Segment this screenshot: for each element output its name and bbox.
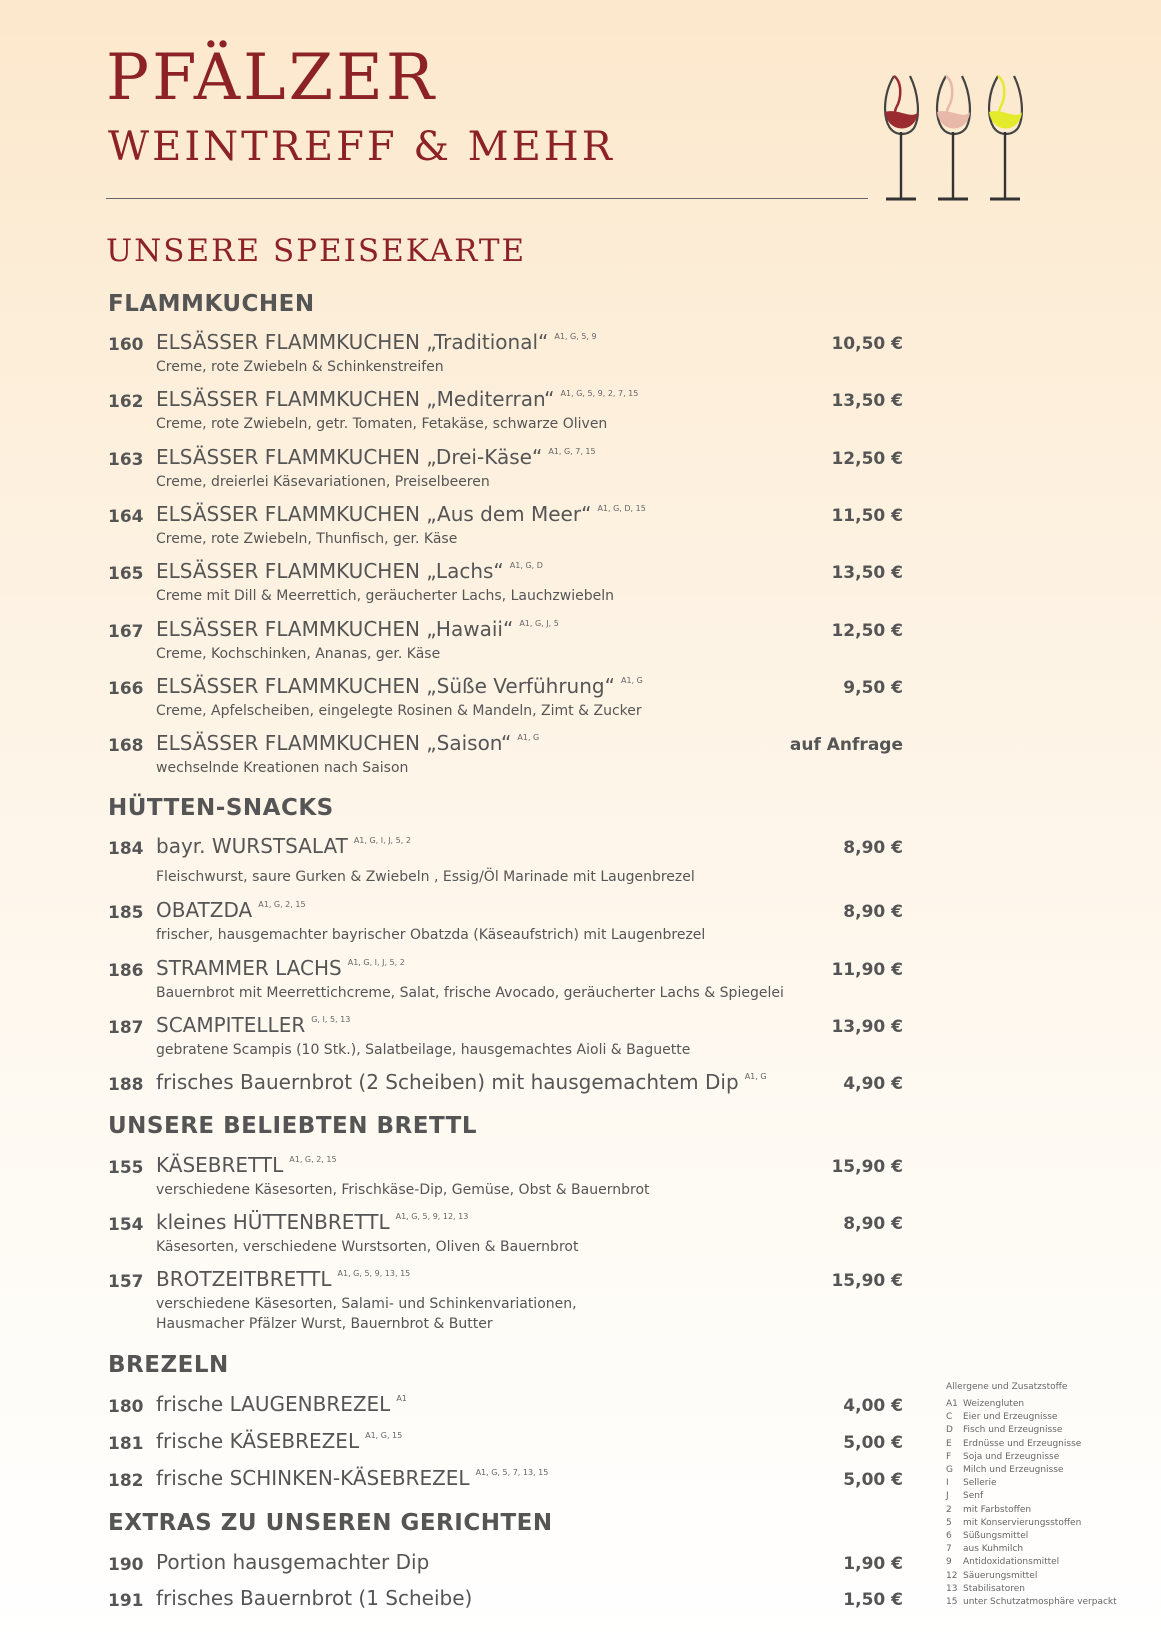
section-heading: BREZELN	[108, 1352, 229, 1378]
allergen-legend-item: A1 Weizengluten	[946, 1399, 1025, 1409]
menu-item	[108, 1266, 903, 1334]
item-description: wechselnde Kreationen nach Saison	[156, 760, 409, 776]
brand-subtitle: WEINTREFF & MEHR	[108, 124, 615, 170]
item-name: ELSÄSSER FLAMMKUCHEN „Saison“ $^{A1, G}$	[156, 731, 540, 755]
item-number: 190	[108, 1555, 144, 1575]
menu-item	[108, 955, 903, 1003]
item-price: 15,90 €	[831, 1271, 903, 1291]
section-heading: EXTRAS ZU UNSEREN GERICHTEN	[108, 1510, 553, 1536]
item-name: STRAMMER LACHS $^{A1, G, I, J, 5, 2}$	[156, 956, 405, 980]
item-description: Creme mit Dill & Meerrettich, geräucherter Lachs, Lauchzwiebeln	[156, 588, 614, 604]
item-price: 8,90 €	[843, 902, 903, 922]
menu-item	[108, 1465, 903, 1493]
item-price: 12,50 €	[831, 449, 903, 469]
menu-item	[108, 1428, 903, 1456]
item-name: Portion hausgemachter Dip	[156, 1550, 430, 1574]
item-price: 4,90 €	[843, 1074, 903, 1094]
allergen-legend-item: 2 mit Farbstoffen	[946, 1504, 1032, 1515]
menu-item	[108, 673, 903, 721]
brand-title: PFÄLZER	[106, 41, 437, 115]
item-number: 182	[108, 1471, 144, 1491]
item-number: 188	[108, 1075, 144, 1095]
menu-item	[108, 444, 903, 492]
item-allergens: A1, G	[620, 676, 643, 685]
item-allergens: A1, G, I, J, 5, 2	[347, 958, 405, 967]
item-allergens: A1, G, 7, 15	[548, 447, 596, 456]
item-number: 162	[108, 392, 144, 412]
item-number: 181	[108, 1434, 144, 1454]
wine-glasses-icon	[880, 68, 1040, 208]
item-number: 180	[108, 1397, 144, 1417]
allergen-legend-item: 12 Säuerungsmittel	[946, 1570, 1038, 1581]
item-price: 4,00 €	[843, 1396, 903, 1416]
item-allergens: A1, G, I, J, 5, 2	[353, 836, 411, 845]
item-name: frisches Bauernbrot (1 Scheibe)	[156, 1586, 473, 1610]
white-wine-glass-icon	[989, 76, 1022, 199]
item-allergens: G, I, 5, 13	[311, 1015, 351, 1024]
item-description: Fleischwurst, saure Gurken & Zwiebeln , Essig/Öl Marinade mit Laugenbrezel	[156, 869, 695, 885]
allergen-legend-item: 7 aus Kuhmilch	[946, 1544, 1024, 1555]
item-number: 184	[108, 839, 144, 859]
item-name: frisches Bauernbrot (2 Scheiben) mit hausgemachtem Dip $^{A1, G}$	[156, 1070, 767, 1094]
item-description: frischer, hausgemachter bayrischer Obatzda (Käseaufstrich) mit Laugenbrezel	[156, 927, 706, 943]
item-description: Creme, rote Zwiebeln & Schinkenstreifen	[156, 359, 444, 375]
item-allergens: A1, G, 5, 9, 12, 13	[395, 1212, 469, 1221]
section-heading: HÜTTEN-SNACKS	[108, 795, 334, 821]
item-number: 164	[108, 507, 144, 527]
menu-item	[108, 501, 903, 549]
item-price: 8,90 €	[843, 1214, 903, 1234]
item-price: 8,90 €	[843, 838, 903, 858]
item-description: Creme, rote Zwiebeln, Thunfisch, ger. Käse	[156, 531, 458, 547]
menu-item	[108, 329, 903, 377]
item-allergens: A1, G, 15	[365, 1431, 403, 1440]
item-name: ELSÄSSER FLAMMKUCHEN „Süße Verführung“ $^{A1, G}$	[156, 674, 643, 698]
allergen-legend-item: 5 mit Konservierungsstoffen	[946, 1517, 1082, 1528]
item-price: 5,00 €	[843, 1470, 903, 1490]
item-allergens: A1, G, J, 5	[519, 619, 559, 628]
item-number: 191	[108, 1591, 144, 1611]
menu-item	[108, 1069, 903, 1097]
item-name: ELSÄSSER FLAMMKUCHEN „Lachs“ $^{A1, G, D}$	[156, 559, 543, 583]
item-number: 154	[108, 1215, 144, 1235]
item-number: 168	[108, 736, 144, 756]
item-description: Creme, Apfelscheiben, eingelegte Rosinen & Mandeln, Zimt & Zucker	[156, 703, 642, 719]
allergen-legend-item: J Senf	[946, 1491, 984, 1502]
section-heading: FLAMMKUCHEN	[108, 291, 315, 317]
menu-item	[108, 1391, 903, 1419]
item-price: 13,50 €	[831, 391, 903, 411]
item-number: 160	[108, 335, 144, 355]
allergen-legend-item: E Erdnüsse und Erzeugnisse	[946, 1438, 1082, 1449]
item-name: ELSÄSSER FLAMMKUCHEN „Drei-Käse“ $^{A1, G, 7, 15}$	[156, 445, 596, 469]
item-price: 9,50 €	[843, 678, 903, 698]
menu-item	[108, 1152, 903, 1200]
item-number: 163	[108, 450, 144, 470]
item-allergens: A1, G, 5, 9, 2, 7, 15	[560, 389, 639, 398]
allergen-legend-item: 9 Antidoxidationsmittel	[946, 1557, 1060, 1568]
allergen-legend-item: C Eier und Erzeugnisse	[946, 1412, 1058, 1423]
item-number: 167	[108, 622, 144, 642]
item-price: 15,90 €	[831, 1157, 903, 1177]
item-number: 186	[108, 961, 144, 981]
item-name: BROTZEITBRETTL $^{A1, G, 5, 9, 13, 15}$	[156, 1267, 411, 1291]
item-price: 1,50 €	[843, 1590, 903, 1610]
item-description: Bauernbrot mit Meerrettichcreme, Salat, frische Avocado, geräucherter Lachs & Spiegelei	[156, 985, 784, 1001]
menu-item	[108, 616, 903, 664]
item-number: 155	[108, 1158, 144, 1178]
allergen-legend-item: F Soja und Erzeugnisse	[946, 1451, 1060, 1462]
item-allergens: A1, G, 5, 9	[554, 332, 597, 341]
item-description: verschiedene Käsesorten, Frischkäse-Dip, Gemüse, Obst & Bauernbrot	[156, 1182, 650, 1198]
section-heading: UNSERE BELIEBTEN BRETTL	[108, 1113, 477, 1139]
item-name: KÄSEBRETTL $^{A1, G, 2, 15}$	[156, 1153, 337, 1177]
item-number: 185	[108, 903, 144, 923]
menu-item	[108, 833, 903, 887]
allergen-legend-item: 6 Süßungsmittel	[946, 1531, 1029, 1542]
item-allergens: A1, G, 5, 9, 13, 15	[337, 1269, 411, 1278]
item-number: 157	[108, 1272, 144, 1292]
item-name: frische KÄSEBREZEL $^{A1, G, 15}$	[156, 1429, 403, 1453]
item-description: verschiedene Käsesorten, Salami- und Schinkenvariationen,	[156, 1296, 577, 1312]
item-name: bayr. WURSTSALAT $^{A1, G, I, J, 5, 2}$	[156, 834, 411, 858]
item-name: frische SCHINKEN-KÄSEBREZEL $^{A1, G, 5, 7, 13, 15}$	[156, 1466, 549, 1490]
item-name: ELSÄSSER FLAMMKUCHEN „Hawaii“ $^{A1, G, J, 5}$	[156, 617, 559, 641]
item-price: 5,00 €	[843, 1433, 903, 1453]
item-number: 166	[108, 679, 144, 699]
item-name: OBATZDA $^{A1, G, 2, 15}$	[156, 898, 306, 922]
item-allergens: A1, G, 2, 15	[289, 1155, 337, 1164]
header-divider	[106, 198, 868, 199]
allergen-legend-item: G Milch und Erzeugnisse	[946, 1465, 1064, 1476]
menu-item	[108, 1549, 903, 1577]
item-price: 12,50 €	[831, 621, 903, 641]
item-price: 13,90 €	[831, 1017, 903, 1037]
red-wine-glass-icon	[885, 76, 918, 199]
item-price: auf Anfrage	[789, 735, 903, 755]
item-allergens: A1, G, D	[509, 561, 543, 570]
menu-item	[108, 1585, 903, 1613]
item-allergens: A1, G	[744, 1072, 767, 1081]
item-allergens: A1, G, D, 15	[597, 504, 646, 513]
menu-title: UNSERE SPEISEKARTE	[106, 233, 527, 269]
item-name: ELSÄSSER FLAMMKUCHEN „Mediterran“ $^{A1, G, 5, 9, 2, 7, 15}$	[156, 387, 639, 411]
menu-item	[108, 1209, 903, 1257]
item-number: 165	[108, 564, 144, 584]
item-name: ELSÄSSER FLAMMKUCHEN „Traditional“ $^{A1, G, 5, 9}$	[156, 330, 597, 354]
item-allergens: A1, G, 2, 15	[258, 900, 306, 909]
item-number: 187	[108, 1018, 144, 1038]
rose-wine-glass-icon	[937, 76, 970, 199]
item-name: ELSÄSSER FLAMMKUCHEN „Aus dem Meer“ $^{A1, G, D, 15}$	[156, 502, 646, 526]
allergen-legend-item: 15 unter Schutzatmosphäre verpackt	[946, 1597, 1117, 1608]
item-description: Käsesorten, verschiedene Wurstsorten, Oliven & Bauernbrot	[156, 1239, 579, 1255]
item-name: SCAMPITELLER $^{G, I, 5, 13}$	[156, 1013, 351, 1037]
allergen-legend	[946, 1382, 1146, 1609]
item-name: frische LAUGENBREZEL $^{A1}$	[156, 1392, 407, 1416]
item-price: 11,50 €	[831, 506, 903, 526]
item-description: Hausmacher Pfälzer Wurst, Bauernbrot & Butter	[156, 1316, 493, 1332]
item-description: gebratene Scampis (10 Stk.), Salatbeilage, hausgemachtes Aioli & Baguette	[156, 1042, 691, 1058]
allergen-legend-title: Allergene und Zusatzstoffe	[946, 1382, 1068, 1392]
item-name: kleines HÜTTENBRETTL $^{A1, G, 5, 9, 12, 13}$	[156, 1210, 469, 1234]
item-allergens: A1, G, 5, 7, 13, 15	[475, 1468, 549, 1477]
item-price: 10,50 €	[831, 334, 903, 354]
item-description: Creme, Kochschinken, Ananas, ger. Käse	[156, 646, 441, 662]
item-description: Creme, dreierlei Käsevariationen, Preiselbeeren	[156, 474, 490, 490]
menu-item	[108, 558, 903, 606]
item-description: Creme, rote Zwiebeln, getr. Tomaten, Fetakäse, schwarze Oliven	[156, 416, 608, 432]
item-price: 1,90 €	[843, 1554, 903, 1574]
menu-item	[108, 730, 903, 778]
item-price: 11,90 €	[831, 960, 903, 980]
allergen-legend-item: 13 Stabilisatoren	[946, 1583, 1025, 1594]
menu-item	[108, 897, 903, 945]
item-price: 13,50 €	[831, 563, 903, 583]
menu-item	[108, 1012, 903, 1060]
allergen-legend-item: I Sellerie	[946, 1478, 997, 1489]
allergen-legend-item: D Fisch und Erzeugnisse	[946, 1425, 1063, 1436]
item-allergens: A1, G	[517, 733, 540, 742]
menu-item	[108, 386, 903, 434]
item-allergens: A1	[396, 1394, 407, 1403]
